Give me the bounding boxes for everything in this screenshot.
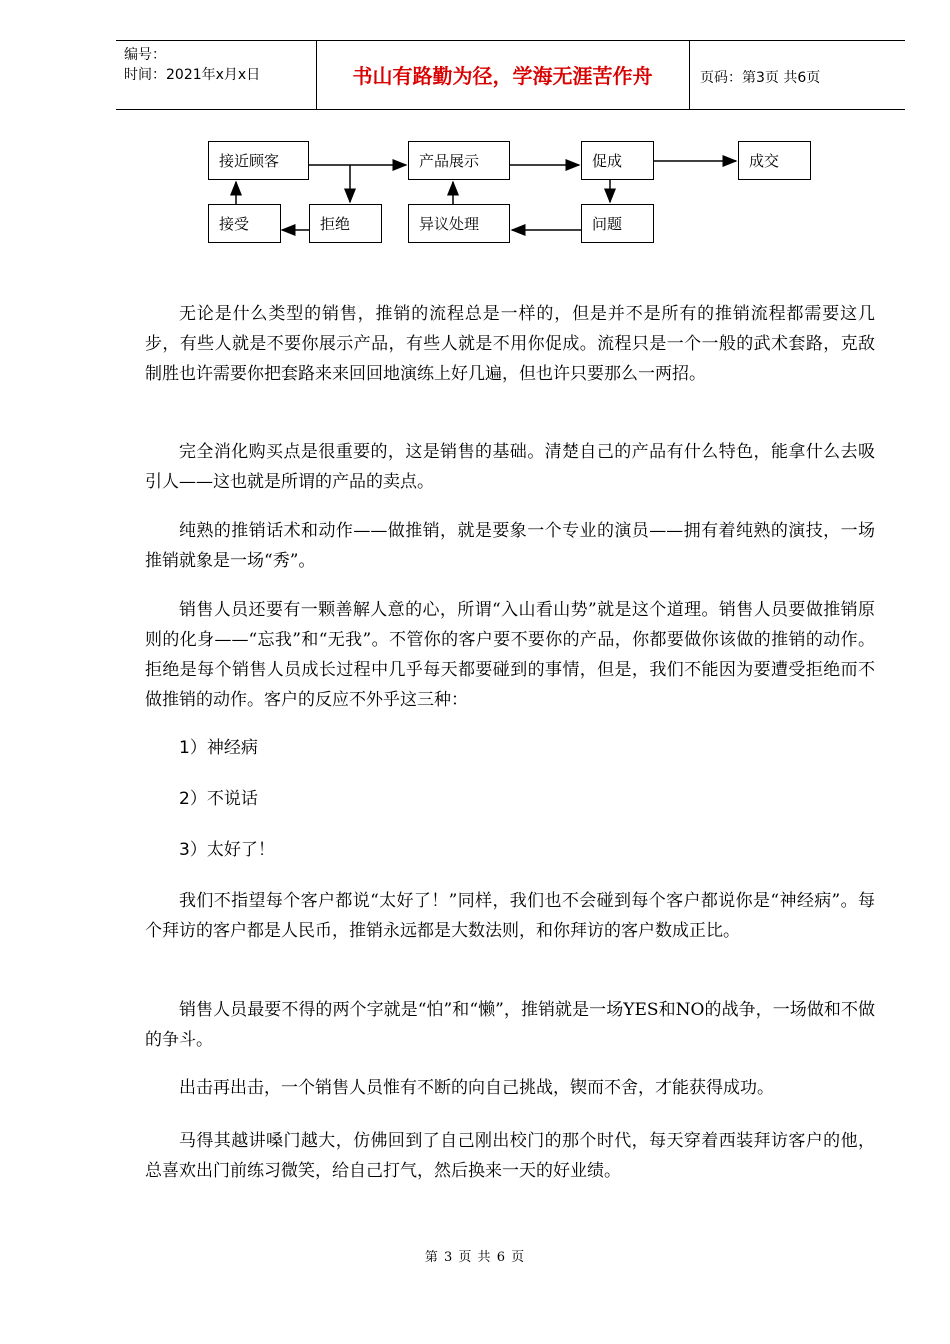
list-item: 3）太好了！ [179,840,275,860]
paragraph: 完全消化购买点是很重要的，这是销售的基础。清楚自己的产品有什么特色，能拿什么去吸引人——这也就是所谓的产品的卖点。 [145,442,875,492]
paragraph: 无论是什么类型的销售，推销的流程总是一样的，但是并不是所有的推销流程都需要这几步，有些人就是不要你展示产品，有些人就是不用你促成。流程只是一个一般的武术套路，克敌制胜也许需要你把套路来来回回地演练上好几遍，但也许只要那么一两招。 [145,304,875,384]
paragraph: 纯熟的推销话术和动作——做推销，就是要象一个专业的演员——拥有着纯熟的演技，一场推销就象是一场“秀”。 [145,521,875,571]
flow-box-accept: 接受 [208,204,281,243]
paragraph: 销售人员还要有一颗善解人意的心，所谓“入山看山势”就是这个道理。销售人员要做推销原则的化身——“忘我”和“无我”。不管你的客户要不要你的产品，你都要做你该做的推销的动作。拒绝是每个销售人员成长过程中几乎每天都要碰到的事情，但是，我们不能因为要遭受拒绝而不做推销的动作。客户的反应不外乎这三种： [145,600,875,710]
flow-box-objection: 异议处理 [408,204,510,243]
flow-box-close: 促成 [581,141,654,180]
paragraph: 马得其越讲嗓门越大，仿佛回到了自己刚出校门的那个时代，每天穿着西装拜访客户的他，总喜欢出门前练习微笑，给自己打气，然后换来一天的好业绩。 [145,1131,875,1181]
number-label: 编号： [124,47,166,63]
flow-box-deal: 成交 [738,141,811,180]
list-item: 2）不说话 [179,789,258,809]
flow-box-showcase: 产品展示 [408,141,510,180]
paragraph: 出击再出击，一个销售人员惟有不断的向自己挑战，锲而不舍，才能获得成功。 [179,1078,774,1098]
paragraph: 销售人员最要不得的两个字就是“怕”和“懒”，推销就是一场YES和NO的战争，一场做和不做的争斗。 [145,1000,875,1050]
header-page-label: 页码：第3页 共6页 [700,70,821,86]
paragraph: 我们不指望每个客户都说“太好了！”同样，我们也不会碰到每个客户都说你是“神经病”。每个拜访的客户都是人民币，推销永远都是大数法则，和你拜访的客户数成正比。 [145,891,875,941]
flow-box-problem: 问题 [581,204,654,243]
time-label: 时间：2021年x月x日 [124,67,261,83]
sales-flowchart [0,0,950,260]
flow-box-reject: 拒绝 [309,204,382,243]
flow-box-approach: 接近顾客 [208,141,309,180]
page-footer: 第 3 页 共 6 页 [424,1250,526,1265]
motto: 书山有路勤为径，学海无涯苦作舟 [352,64,653,88]
list-item: 1）神经病 [179,738,258,758]
